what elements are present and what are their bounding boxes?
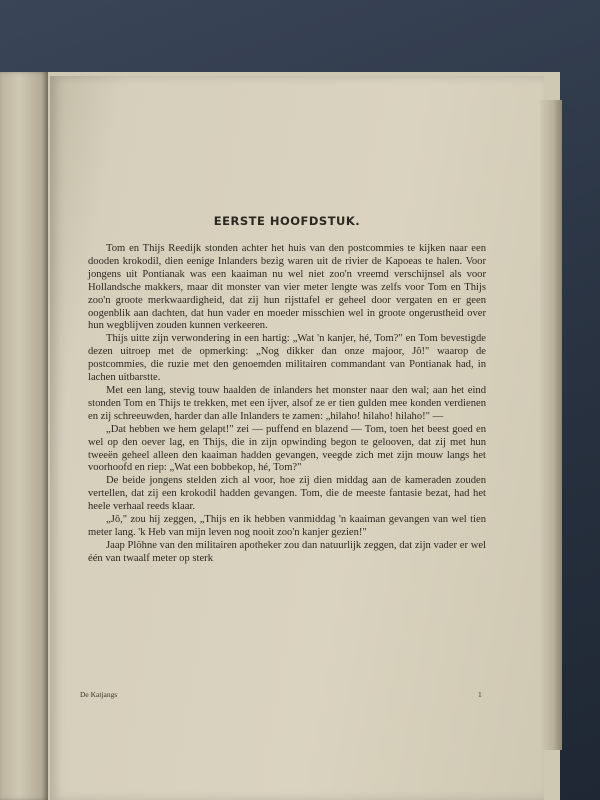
paragraph: Met een lang, stevig touw haalden de inlanders het monster naar den wal; aan het eind stonden Tom en Thijs te trekken, met een ijver, alsof ze er tien gulden mee konden verdienen en zij schreeuwden, harder dan alle Inlanders te zamen: „hilaho! hilaho! hilaho!" — (88, 384, 486, 422)
paragraph: „Dat hebben we hem gelapt!" zei — puffend en blazend — Tom, toen het beest goed en wel op den oever lag, en Thijs, die in zijn opwinding begon te gelooven, dat zij met hun tweeën geheel alleen den kaaiman hadden gevangen, veegde zich met zijn mouw langs het voorhoofd en riep: „Wat een bobbekop, hé, Tom?" (88, 423, 486, 474)
paragraph: Thijs uitte zijn verwondering in een hartig: „Wat 'n kanjer, hé, Tom?" en Tom bevestigde dezen uitroep met de opmerking: „Nog dikker dan onze majoor, Jô!" waarop de postcommies, die ruzie met den genoemden militairen commandant van Pontianak had, in lachen uitbarstte. (88, 333, 486, 384)
book-spine (0, 72, 48, 800)
page-edge (540, 100, 562, 750)
paragraph: De beide jongens stelden zich al voor, hoe zij dien middag aan de kameraden zouden vertellen, dat zij een krokodil hadden gevangen. Tom, die de meeste fantasie bezat, had het heele verhaal reeds klaar. (88, 475, 486, 513)
body-text (88, 243, 486, 566)
paragraph: „Jô," zou hij zeggen, „Thijs en ik hebben vanmiddag 'n kaaiman gevangen van wel tien meter lang. 'k Heb van mijn leven nog nooit zoo'n kanjer gezien!" (88, 514, 486, 538)
signature-line: De Katjangs (80, 690, 118, 699)
chapter-title: EERSTE HOOFDSTUK. (213, 214, 361, 228)
signature-mark: 1 (478, 690, 482, 699)
paragraph: Jaap Plöhne van den militairen apotheker zou dan natuurlijk zeggen, dat zijn vader er wel één van twaalf meter op sterk (88, 539, 486, 564)
paragraph: Tom en Thijs Reedijk stonden achter het huis van den postcommies te kijken naar een dooden krokodil, dien eenige Inlanders bezig waren uit de rivier de Kapoeas te halen. Voor jongens uit Pontianak was een kaaiman nu wel niet zoo'n vreemd verschijnsel als voor Hollandsche makkers, maar dit monster van vier meter lengte was zelfs voor Tom en Thijs zoo'n groote merkwaardigheid, dat zij hun rijsttafel er geheel door vergaten en er geen oogenblik aan dachten, dat hun vader en moeder misschien wel in groote ongerustheid over hun wegblijven zouden kunnen verkeeren. (88, 243, 486, 332)
